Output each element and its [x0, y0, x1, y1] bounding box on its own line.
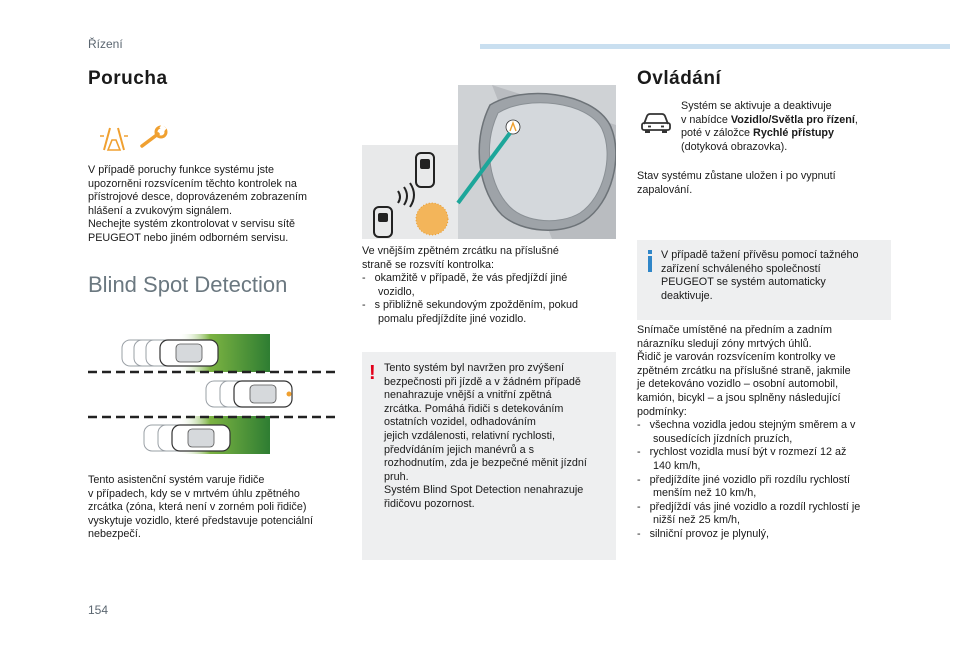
car-settings-icon	[641, 112, 671, 134]
sensors-text	[637, 324, 899, 542]
list-bullet: -	[637, 419, 641, 432]
list-bullet: -	[637, 473, 641, 486]
mirror-warning-lamp-icon	[506, 120, 520, 134]
header-bar	[480, 44, 950, 49]
bsd-heading: Blind Spot Detection	[88, 272, 288, 297]
menu-path-vehicle-lights: Vozidlo/Světla pro řízení	[730, 113, 855, 126]
porucha-line: PEUGEOT nebo jiném odborném servisu.	[88, 231, 289, 244]
bsd-intro-line: v případech, kdy se v mrtvém úhlu zpětného	[88, 487, 300, 500]
sensors-line: nárazníku sledují zóny mrtvých úhlů.	[637, 337, 812, 350]
warning-line: zrcátka. Pomáhá řidiči s detekováním	[384, 402, 564, 415]
list-text: vozidlo,	[378, 285, 415, 298]
mirror-housing	[479, 94, 616, 231]
porucha-line: přístrojové desce, doprovázeném zobrazením	[88, 191, 308, 204]
list-item	[637, 501, 899, 528]
list-text: předjíždíte jiné vozidlo při rozdílu rychlostí	[649, 473, 851, 486]
list-text: všechna vozidla jedou stejným směrem a v	[649, 419, 856, 432]
state-line: Stav systému zůstane uložen i po vypnutí	[637, 170, 836, 182]
side-mirror-illustration	[362, 85, 616, 239]
info-line: PEUGEOT se systém automaticky	[661, 276, 826, 289]
warning-exclamation-icon: !	[369, 362, 376, 384]
list-text: pomalu předjíždíte jiné vozidlo.	[378, 312, 527, 325]
list-text: předjíždí vás jiné vozidlo a rozdíl rychlostí je	[649, 500, 861, 513]
list-bullet: -	[637, 446, 641, 459]
ovladani-heading: Ovládání	[637, 68, 722, 89]
sensors-line: Snímače umístěné na předním a zadním	[637, 324, 833, 336]
ovladani-line: Systém se aktivuje a deaktivuje	[681, 100, 832, 112]
list-item	[637, 528, 899, 542]
bsd-intro-line: zrcátka (zóna, která není v zorném poli řidiče)	[88, 501, 307, 514]
list-text: okamžitě v případě, že vás předjíždí jiné	[374, 272, 568, 285]
sensors-line: kamión, bicykl – a jsou splněny následující	[637, 391, 841, 404]
warning-line: rozhodnutím, zda je bezpečné měnit jízdní	[384, 457, 587, 470]
porucha-line: hlášení a zvukovým signálem.	[88, 204, 233, 217]
wrench-icon	[142, 125, 167, 146]
porucha-heading: Porucha	[88, 68, 168, 89]
mirror-text	[362, 245, 616, 327]
porucha-text	[88, 164, 350, 246]
warning-line: pruh.	[384, 470, 409, 483]
list-text: nižší než 25 km/h,	[653, 514, 741, 527]
porucha-line: V případě poruchy funkce systému jste	[88, 164, 275, 176]
warning-icons	[98, 124, 170, 152]
sensors-line: podmínky:	[637, 405, 687, 418]
list-bullet: -	[362, 299, 366, 312]
blind-spot-warning-icon	[100, 128, 128, 150]
bsd-intro-line: Tento asistenční systém varuje řidiče	[88, 474, 265, 486]
list-item	[637, 419, 899, 446]
list-item	[637, 474, 899, 501]
state-line: zapalování.	[637, 183, 693, 196]
warning-line: jejich vzdálenosti, relativní rychlosti,	[384, 429, 556, 442]
list-item	[637, 446, 899, 473]
list-text: s přibližně sekundovým zpožděním, pokud	[374, 299, 579, 312]
warning-line: Tento systém byl navržen pro zvýšení	[384, 362, 565, 374]
section-label: Řízení	[88, 37, 123, 51]
list-text: menším než 10 km/h,	[653, 487, 757, 500]
warning-line: Systém Blind Spot Detection nenahrazuje	[384, 484, 584, 497]
warning-line: ostatních vozidel, odhadováním	[384, 416, 536, 429]
bsd-intro-line: nebezpečí.	[88, 528, 141, 541]
sensors-line: zpětném zrcátku na příslušné straně, jakmile	[637, 364, 851, 377]
warning-line: řidičovu pozornost.	[384, 497, 475, 510]
info-icon	[645, 250, 655, 272]
list-text: 140 km/h,	[653, 459, 701, 472]
info-line: V případě tažení přívěsu pomocí tažného	[661, 249, 859, 261]
porucha-line: Nechejte systém zkontrolovat v servisu sítě	[88, 218, 296, 231]
sensors-line: Řidič je varován rozsvícením kontrolky ve	[637, 351, 836, 364]
ovladani-text: Systém se aktivuje a deaktivuje v nabídce Vozidlo/Světla pro řízení, poté v záložce Rychlé přístupy (dotyková obrazovka).	[681, 100, 921, 154]
ovladani-line: (dotyková obrazovka).	[681, 140, 788, 153]
warning-note-text	[384, 362, 612, 512]
warning-line: předvídáním jejich manévrů a s	[384, 443, 535, 456]
state-text	[637, 170, 899, 197]
warning-line: nenahrazuje vnější a vnitřní zpětná	[384, 389, 552, 402]
tab-quick-access: Rychlé přístupy	[753, 127, 835, 140]
list-bullet: -	[362, 272, 366, 285]
bsd-intro-text	[88, 474, 350, 542]
bsd-intro-line: vyskytuje vozidlo, které představuje potenciální	[88, 514, 314, 527]
list-item	[362, 299, 616, 326]
porucha-line: upozorněni rozsvícením těchto kontrolek na	[88, 177, 297, 190]
info-line: deaktivuje.	[661, 289, 713, 302]
list-text: rychlost vozidla musí být v rozmezí 12 až	[649, 446, 847, 459]
mirror-line: straně se rozsvítí kontrolka:	[362, 258, 495, 271]
car-upper	[160, 340, 218, 366]
warning-line: bezpečnosti při jízdě a v žádném případě	[384, 375, 581, 388]
info-note-text	[661, 249, 887, 303]
list-item	[362, 272, 616, 299]
car-middle	[234, 381, 292, 407]
info-line: zařízení schváleného společností	[661, 262, 821, 275]
sensors-line: je detekováno vozidlo – osobní automobil,	[637, 378, 839, 391]
list-bullet: -	[637, 527, 641, 540]
mirror-line: Ve vnějším zpětném zrcátku na příslušné	[362, 245, 559, 257]
page-number: 154	[88, 603, 109, 617]
list-text: sousedících jízdních pruzích,	[653, 432, 793, 445]
list-bullet: -	[637, 500, 641, 513]
car-lower	[172, 425, 230, 451]
blind-spot-lanes-illustration	[88, 330, 338, 458]
list-text: silniční provoz je plynulý,	[649, 527, 770, 540]
